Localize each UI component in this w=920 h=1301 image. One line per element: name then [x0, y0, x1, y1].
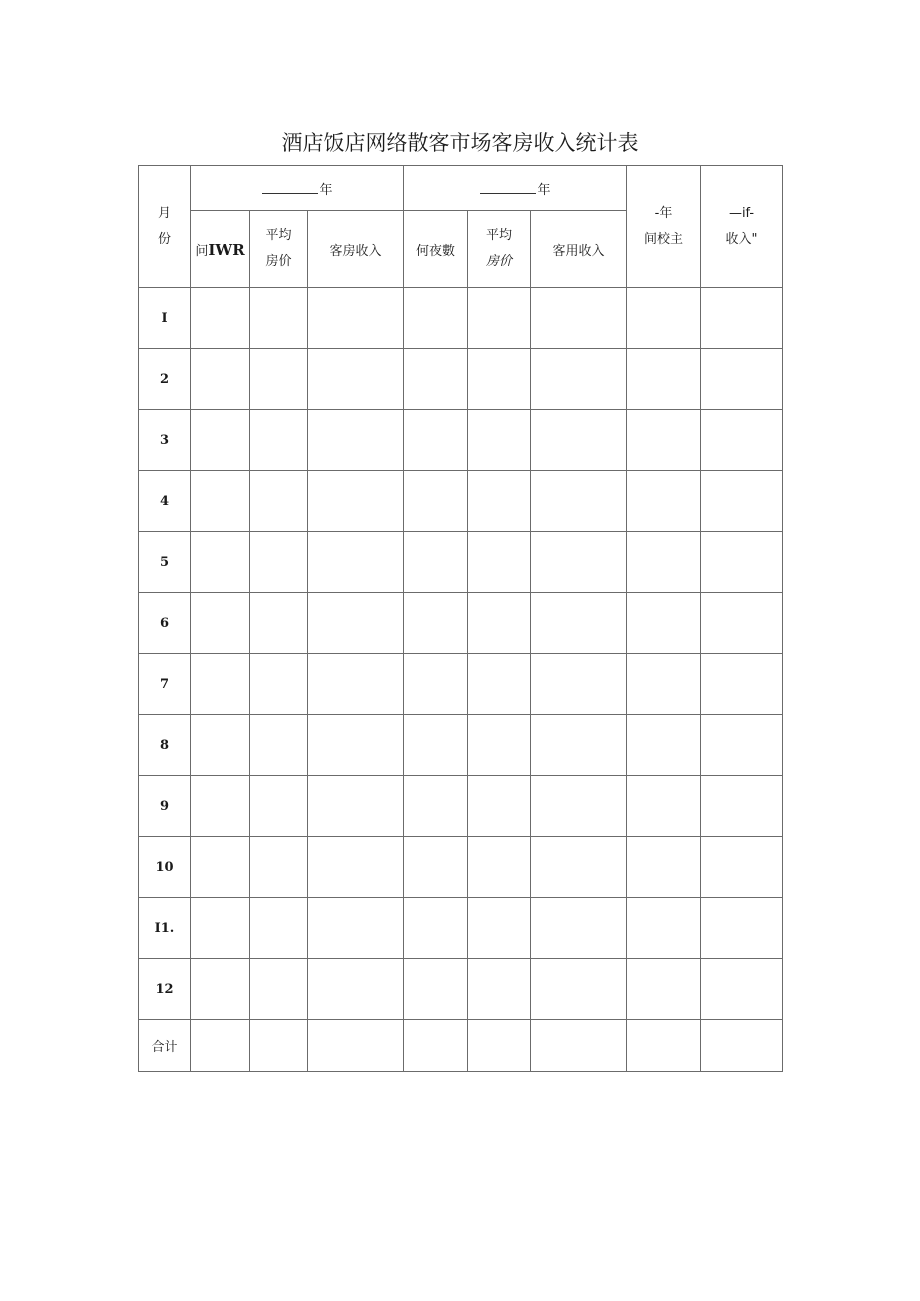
- table-cell[interactable]: [308, 715, 404, 776]
- table-cell[interactable]: [308, 471, 404, 532]
- year-header-1: 年: [191, 166, 404, 211]
- row-label: I1.: [139, 898, 191, 959]
- table-cell[interactable]: [404, 959, 468, 1020]
- table-cell[interactable]: [191, 532, 250, 593]
- month-header: 月 份: [139, 166, 191, 288]
- table-cell[interactable]: [404, 288, 468, 349]
- table-cell[interactable]: [191, 776, 250, 837]
- table-cell[interactable]: [191, 898, 250, 959]
- table-cell[interactable]: [468, 532, 531, 593]
- table-cell[interactable]: [250, 593, 308, 654]
- table-cell[interactable]: [701, 959, 783, 1020]
- table-cell[interactable]: [191, 959, 250, 1020]
- table-cell[interactable]: [191, 1020, 250, 1072]
- table-cell[interactable]: [701, 715, 783, 776]
- table-row: [139, 959, 783, 1020]
- table-row: [139, 593, 783, 654]
- table-cell[interactable]: [701, 288, 783, 349]
- table-cell[interactable]: [191, 837, 250, 898]
- table-cell[interactable]: [627, 959, 701, 1020]
- table-cell[interactable]: [627, 410, 701, 471]
- table-cell[interactable]: [250, 654, 308, 715]
- table-cell[interactable]: [468, 898, 531, 959]
- room-revenue-header-2: 客用收入: [531, 211, 627, 288]
- table-cell[interactable]: [701, 349, 783, 410]
- table-cell[interactable]: [191, 288, 250, 349]
- table-cell[interactable]: [701, 654, 783, 715]
- table-cell[interactable]: [404, 776, 468, 837]
- table-cell[interactable]: [250, 898, 308, 959]
- table-cell[interactable]: [250, 410, 308, 471]
- table-cell[interactable]: [531, 654, 627, 715]
- table-cell[interactable]: [531, 1020, 627, 1072]
- row-label: 12: [139, 959, 191, 1020]
- table-cell[interactable]: [531, 288, 627, 349]
- table-cell[interactable]: [308, 532, 404, 593]
- table-cell[interactable]: [468, 1020, 531, 1072]
- revenue-header: —if- 收入": [701, 166, 783, 288]
- table-cell[interactable]: [531, 898, 627, 959]
- table-cell[interactable]: [308, 349, 404, 410]
- table-cell[interactable]: [701, 593, 783, 654]
- table-row: [139, 654, 783, 715]
- table-cell[interactable]: [531, 410, 627, 471]
- table-cell[interactable]: [701, 532, 783, 593]
- table-cell[interactable]: [250, 1020, 308, 1072]
- table-cell[interactable]: [191, 349, 250, 410]
- table-cell[interactable]: [308, 776, 404, 837]
- table-cell[interactable]: [191, 410, 250, 471]
- table-cell[interactable]: [627, 898, 701, 959]
- row-label: I: [139, 288, 191, 349]
- table-cell[interactable]: [627, 715, 701, 776]
- table-cell[interactable]: [531, 837, 627, 898]
- table-cell[interactable]: [250, 837, 308, 898]
- table-cell[interactable]: [250, 776, 308, 837]
- table-row: [139, 532, 783, 593]
- table-row: [139, 776, 783, 837]
- table-cell[interactable]: [308, 959, 404, 1020]
- table-cell[interactable]: [308, 410, 404, 471]
- table-cell[interactable]: [468, 837, 531, 898]
- table-cell[interactable]: [250, 288, 308, 349]
- table-cell[interactable]: [404, 410, 468, 471]
- table-cell[interactable]: [531, 715, 627, 776]
- table-row: [139, 715, 783, 776]
- table-cell[interactable]: [308, 593, 404, 654]
- table-cell[interactable]: [531, 532, 627, 593]
- table-cell[interactable]: [627, 1020, 701, 1072]
- revenue-table: [138, 165, 783, 1072]
- table-cell[interactable]: [250, 532, 308, 593]
- table-cell[interactable]: [701, 1020, 783, 1072]
- table-cell[interactable]: [701, 410, 783, 471]
- table-cell[interactable]: [308, 288, 404, 349]
- table-row: [139, 410, 783, 471]
- row-label: 2: [139, 349, 191, 410]
- table-cell[interactable]: [308, 898, 404, 959]
- table-cell[interactable]: [191, 715, 250, 776]
- table-cell[interactable]: [468, 471, 531, 532]
- year-header-2: 年: [404, 166, 627, 211]
- table-cell[interactable]: [627, 776, 701, 837]
- table-cell[interactable]: [701, 898, 783, 959]
- table-cell[interactable]: [468, 288, 531, 349]
- room-revenue-header-1: 客房收入: [308, 211, 404, 288]
- table-cell[interactable]: [531, 593, 627, 654]
- compare-header: -年 间校主: [627, 166, 701, 288]
- row-label: 4: [139, 471, 191, 532]
- table-cell[interactable]: [627, 593, 701, 654]
- table-cell[interactable]: [404, 532, 468, 593]
- table-cell[interactable]: [250, 349, 308, 410]
- table-row: [139, 837, 783, 898]
- table-cell[interactable]: [627, 837, 701, 898]
- total-row: [139, 1020, 783, 1072]
- table-cell[interactable]: [468, 593, 531, 654]
- table-cell[interactable]: [468, 349, 531, 410]
- table-cell[interactable]: [404, 898, 468, 959]
- row-label: 7: [139, 654, 191, 715]
- table-cell[interactable]: [250, 715, 308, 776]
- table-cell[interactable]: [308, 837, 404, 898]
- table-cell[interactable]: [404, 349, 468, 410]
- table-cell[interactable]: [531, 349, 627, 410]
- month-rows: [139, 288, 783, 1020]
- year-blank-1: [262, 179, 318, 194]
- table-cell[interactable]: [404, 1020, 468, 1072]
- table-cell[interactable]: [701, 837, 783, 898]
- table-cell[interactable]: [531, 959, 627, 1020]
- table-cell[interactable]: [191, 593, 250, 654]
- table-cell[interactable]: [468, 654, 531, 715]
- table-cell[interactable]: [308, 654, 404, 715]
- rooms-header-1: 问IWR: [191, 211, 250, 288]
- table-cell[interactable]: [627, 471, 701, 532]
- row-label: 8: [139, 715, 191, 776]
- row-label: 3: [139, 410, 191, 471]
- table-cell[interactable]: [468, 715, 531, 776]
- total-label: 合计: [139, 1020, 191, 1072]
- table-cell[interactable]: [250, 959, 308, 1020]
- row-label: 10: [139, 837, 191, 898]
- table-cell[interactable]: [468, 410, 531, 471]
- table-cell[interactable]: [531, 471, 627, 532]
- row-label: 5: [139, 532, 191, 593]
- table-cell[interactable]: [701, 776, 783, 837]
- table-row: [139, 288, 783, 349]
- table-cell[interactable]: [531, 776, 627, 837]
- table-cell[interactable]: [404, 654, 468, 715]
- table-row: [139, 471, 783, 532]
- table-cell[interactable]: [627, 532, 701, 593]
- table-cell[interactable]: [191, 471, 250, 532]
- table-cell[interactable]: [191, 654, 250, 715]
- year-blank-2: [480, 179, 536, 194]
- table-cell[interactable]: [468, 959, 531, 1020]
- table-cell[interactable]: [250, 471, 308, 532]
- row-label: 9: [139, 776, 191, 837]
- table-cell[interactable]: [627, 654, 701, 715]
- table-cell[interactable]: [701, 471, 783, 532]
- table-row: [139, 898, 783, 959]
- row-label: 6: [139, 593, 191, 654]
- table-cell[interactable]: [404, 715, 468, 776]
- table-cell[interactable]: [308, 1020, 404, 1072]
- avg-price-header-1: 平均 房价: [250, 211, 308, 288]
- page-title: 酒店饭店网络散客市场客房收入统计表: [281, 131, 639, 155]
- avg-price-header-2: 平均 房价: [468, 211, 531, 288]
- table-cell[interactable]: [468, 776, 531, 837]
- room-nights-header-2: 何夜數: [404, 211, 468, 288]
- table-cell[interactable]: [627, 288, 701, 349]
- table-row: [139, 349, 783, 410]
- table-cell[interactable]: [404, 593, 468, 654]
- table-cell[interactable]: [627, 349, 701, 410]
- header-row-1: [139, 166, 783, 211]
- table-cell[interactable]: [404, 471, 468, 532]
- table-cell[interactable]: [404, 837, 468, 898]
